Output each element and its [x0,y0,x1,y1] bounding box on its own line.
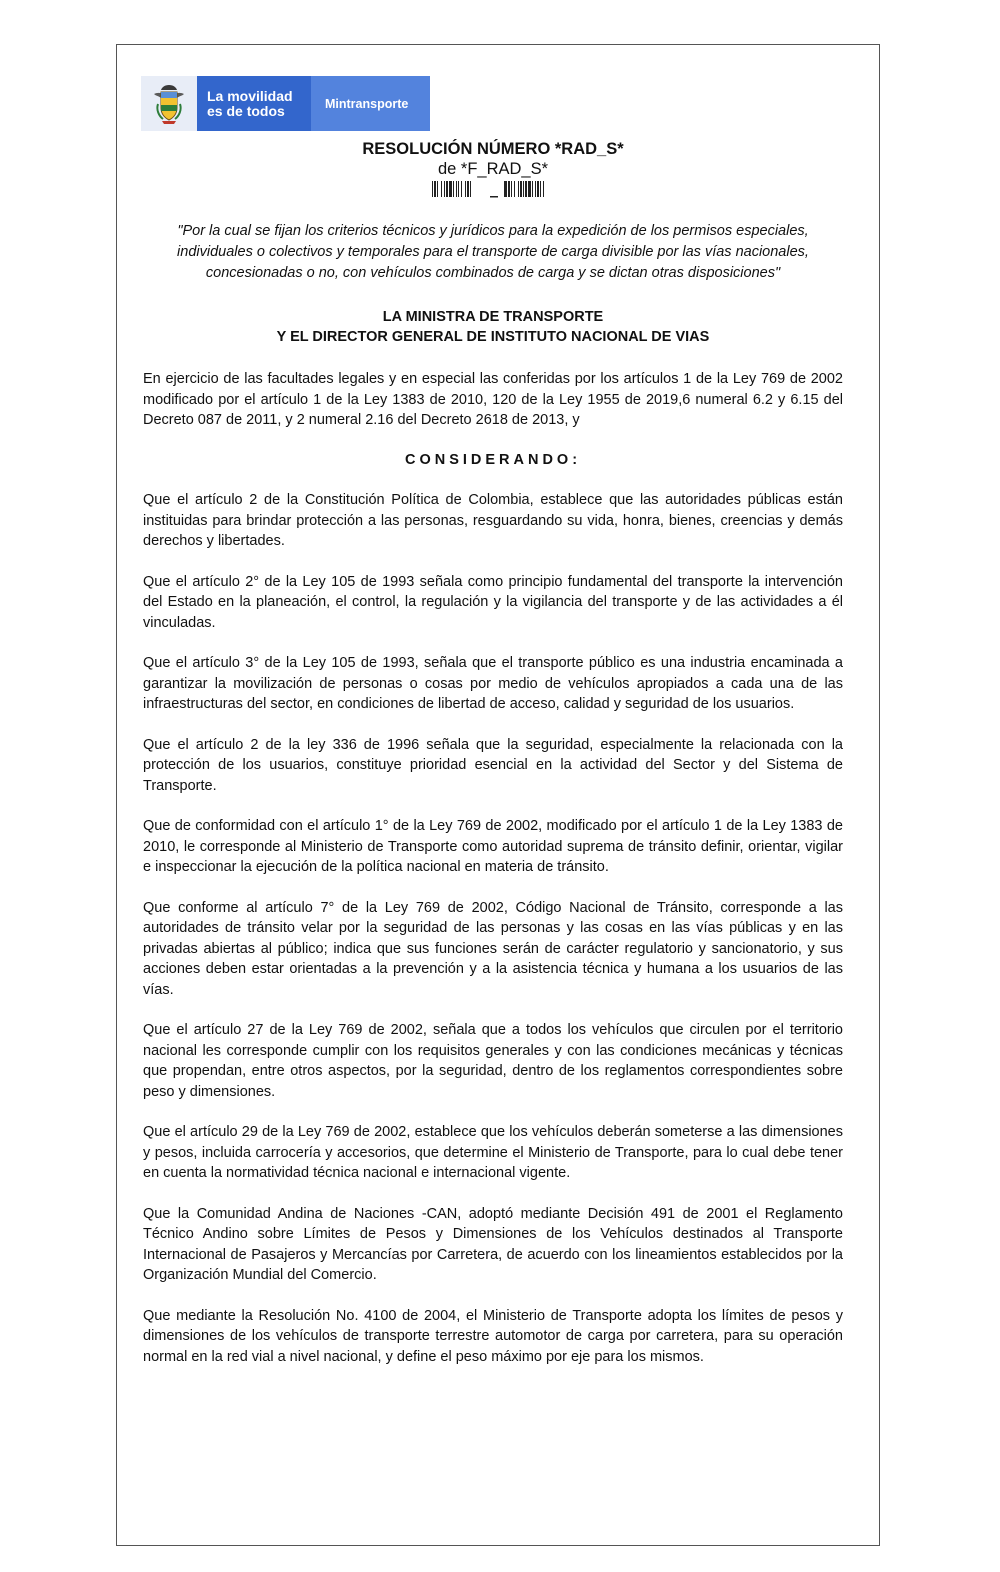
issuing-authority [143,307,843,347]
preamble-paragraph: En ejercicio de las facultades legales y en especial las conferidas por los artículos 1 de la Ley 769 de 2002 modificado por el artículo 1 de la Ley 1383 de 2010, 120 de la Ley 1955 de 2019,6 numeral 6.2 y 6.15 del Decreto 087 de 2011, y 2 numeral 2.16 del Decreto 2618 de 2013, y [143,371,843,428]
considerando-heading: CONSIDERANDO: [404,452,582,468]
consideration-paragraph: Que la Comunidad Andina de Naciones -CAN, adoptó mediante Decisión 491 de 2001 el Reglamento Técnico Andino sobre Límites de Pesos y Dimensiones de los Vehículos destinados al Transporte Internacional de Pasajeros y Mercancías por Carretera, de acuerdo con los lineamientos establecidos por la Organización Mundial del Comercio. [143,1205,843,1283]
resolution-title-block [143,139,843,199]
slogan-block [197,76,311,131]
ministry-label: Mintransporte [311,76,430,131]
considerations-list [143,490,843,1387]
resolution-subject: "Por la cual se fijan los criterios técnicos y jurídicos para la expedición de los permisos especiales, individuales o colectivos y temporales para el transporte de carga divisible por las vías nacionales, concesionadas o no, con vehículos combinados de carga y se dictan otras disposiciones" [177,223,809,281]
consideration-paragraph: Que mediante la Resolución No. 4100 de 2004, el Ministerio de Transporte adopta los límites de pesos y dimensiones de los vehículos de transporte terrestre automotor de carga por carretera, para su operación normal en la red vial a nivel nacional, y define el peso máximo por eje para los mismos. [143,1307,843,1365]
resolution-date: de *F_RAD_S* [437,160,549,178]
consideration-paragraph: Que el artículo 2° de la Ley 105 de 1993 señala como principio fundamental del transporte la intervención del Estado en la planeación, el control, la regulación y la vigilancia del transporte y de las actividades a él vinculadas. [143,573,843,631]
consideration-paragraph: Que el artículo 2 de la Constitución Política de Colombia, establece que las autoridades públicas están instituidas para brindar protección a las personas, resguardando su vida, honra, bienes, creencias y demás derechos y libertades. [143,492,843,549]
consideration-paragraph: Que el artículo 2 de la ley 336 de 1996 señala que la seguridad, especialmente la relacionada con la protección de los usuarios, constituye prioridad esencial en la actividad del Sector y del Sistema de Transporte. [143,736,843,794]
authority-line-2: Y EL DIRECTOR GENERAL DE INSTITUTO NACIONAL DE VIAS [276,329,710,345]
consideration-paragraph: Que el artículo 3° de la Ley 105 de 1993, señala que el transporte público es una industria encaminada a garantizar la movilización de personas o cosas por medio de vehículos apropiados a cada una de las infraestructuras del sector, en condiciones de libertad de acceso, calidad y seguridad de los usuarios. [143,655,843,712]
consideration-paragraph: Que de conformidad con el artículo 1° de la Ley 769 de 2002, modificado por el artículo 1 de la Ley 1383 de 2010, le corresponde al Ministerio de Transporte como autoridad suprema de tránsito definir, orientar, vigilar e inspeccionar la ejecución de la política nacional en materia de tránsito. [143,818,843,875]
slogan-line-2: es de todos [207,102,285,119]
consideration-paragraph: Que el artículo 27 de la Ley 769 de 2002, señala que a todos los vehículos que circulen por el territorio nacional les corresponde cumplir con los requisitos generales y con las condiciones mecánicas y técnicas que propendan, entre otros aspectos, por la seguridad, dentro de los reglamentos correspondientes sobre peso y dimensiones. [143,1022,843,1100]
consideration-paragraph: Que conforme al artículo 7° de la Ley 769 de 2002, Código Nacional de Tránsito, corresponde a las autoridades de tránsito velar por la seguridad de las personas y las cosas en las vías públicas y en las privadas abiertas al público; indica que sus funciones serán de carácter regulatorio y sancionatorio, y sus acciones deben estar orientadas a la prevención y a la asistencia técnica y humana a los usuarios de las vías. [143,899,843,998]
slogan-line-1: La movilidad [207,87,293,104]
authority-line-1: LA MINISTRA DE TRANSPORTE [382,309,604,325]
colombia-coat-of-arms-icon [150,82,188,126]
resolution-number: RESOLUCIÓN NÚMERO *RAD_S* [362,140,624,158]
consideration-paragraph: Que el artículo 29 de la Ley 769 de 2002, establece que los vehículos deberán someterse a las dimensiones y pesos, incluida carrocería y accesorios, que determine el Ministerio de Transporte, para lo cual debe tener en cuenta la normatividad técnica nacional e internacional vigente. [143,1124,843,1181]
crest-container [141,76,197,131]
barcode-icon [432,181,554,199]
header-logo [141,76,430,131]
